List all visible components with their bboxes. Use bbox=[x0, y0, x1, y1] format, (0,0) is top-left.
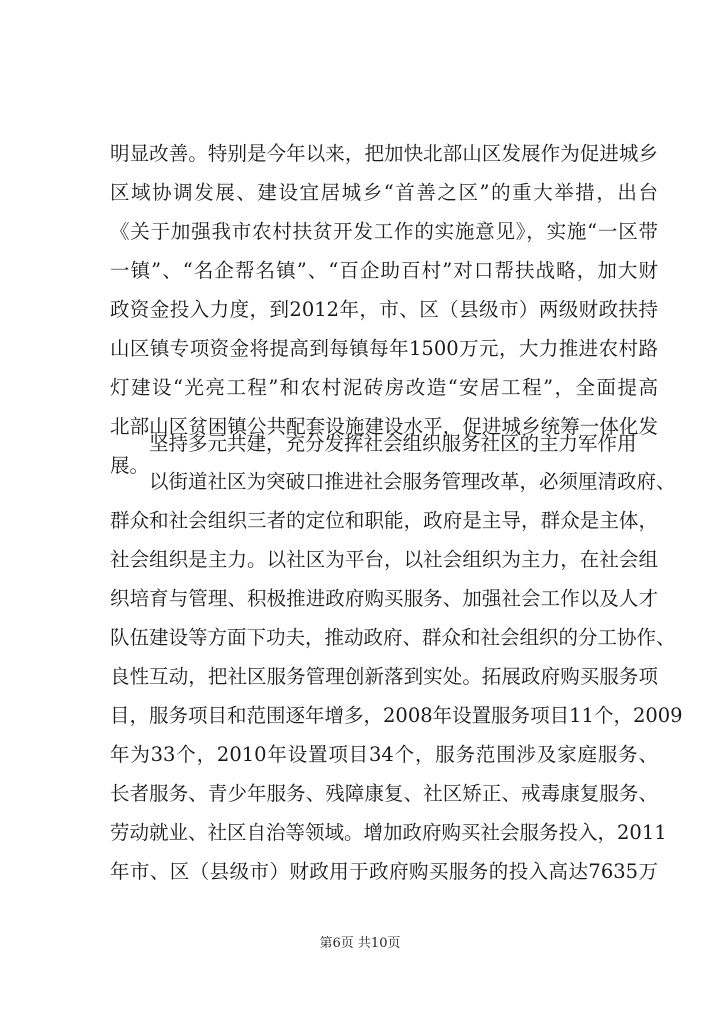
paragraph-line: 山区镇专项资金将提高到每镇每年1500万元，大力推进农村路 bbox=[110, 337, 658, 360]
paragraph-line: 目，服务项目和范围逐年增多，2008年设置服务项目11个，2009 bbox=[110, 704, 683, 727]
paragraph-line: 年市、区（县级市）财政用于政府购买服务的投入高达7635万 bbox=[110, 860, 658, 883]
paragraph-line: 一镇”、“名企帮名镇”、“百企助百村”对口帮扶战略，加大财 bbox=[110, 259, 658, 282]
paragraph-2 bbox=[110, 462, 683, 891]
page-footer bbox=[0, 932, 720, 951]
paragraph-line: 年为33个，2010年设置项目34个，服务范围涉及家庭服务、 bbox=[110, 743, 658, 766]
paragraph-line: 政资金投入力度，到2012年，市、区（县级市）两级财政扶持 bbox=[110, 298, 658, 321]
paragraph-line: 良性互动，把社区服务管理创新落到实处。拓展政府购买服务项 bbox=[110, 665, 658, 688]
paragraph-line: 灯建设“光亮工程”和农村泥砖房改造“安居工程”，全面提高 bbox=[110, 376, 658, 399]
paragraph-line: 《关于加强我市农村扶贫开发工作的实施意见》，实施“一区带 bbox=[110, 220, 658, 243]
paragraph-line: 以街道社区为突破口推进社会服务管理改革，必须厘清政府、 bbox=[149, 470, 676, 493]
paragraph-line: 社会组织是主力。以社区为平台，以社会组织为主力，在社会组 bbox=[110, 548, 658, 571]
paragraph-line: 明显改善。特别是今年以来，把加快北部山区发展作为促进城乡 bbox=[110, 142, 658, 165]
section-heading: 坚持多元共建，充分发挥社会组织服务社区的主力军作用 bbox=[149, 432, 637, 455]
paragraph-line: 展。 bbox=[110, 454, 150, 477]
paragraph-line: 长者服务、青少年服务、残障康复、社区矫正、戒毒康复服务、 bbox=[110, 782, 658, 805]
paragraph-line: 北部山区贫困镇公共配套设施建设水平，促进城乡统筹一体化发 bbox=[110, 415, 658, 438]
paragraph-line: 区域协调发展、建设宜居城乡“首善之区”的重大举措，出台 bbox=[110, 181, 658, 204]
paragraph-line: 织培育与管理、积极推进政府购买服务、加强社会工作以及人才 bbox=[110, 587, 658, 610]
paragraph-line: 群众和社会组织三者的定位和职能，政府是主导，群众是主体， bbox=[110, 509, 658, 532]
paragraph-line: 队伍建设等方面下功夫，推动政府、群众和社会组织的分工协作、 bbox=[110, 626, 676, 649]
paragraph-line: 劳动就业、社区自治等领域。增加政府购买社会服务投入，2011 bbox=[110, 821, 667, 844]
page-indicator: 第6页 共10页 bbox=[319, 936, 401, 951]
